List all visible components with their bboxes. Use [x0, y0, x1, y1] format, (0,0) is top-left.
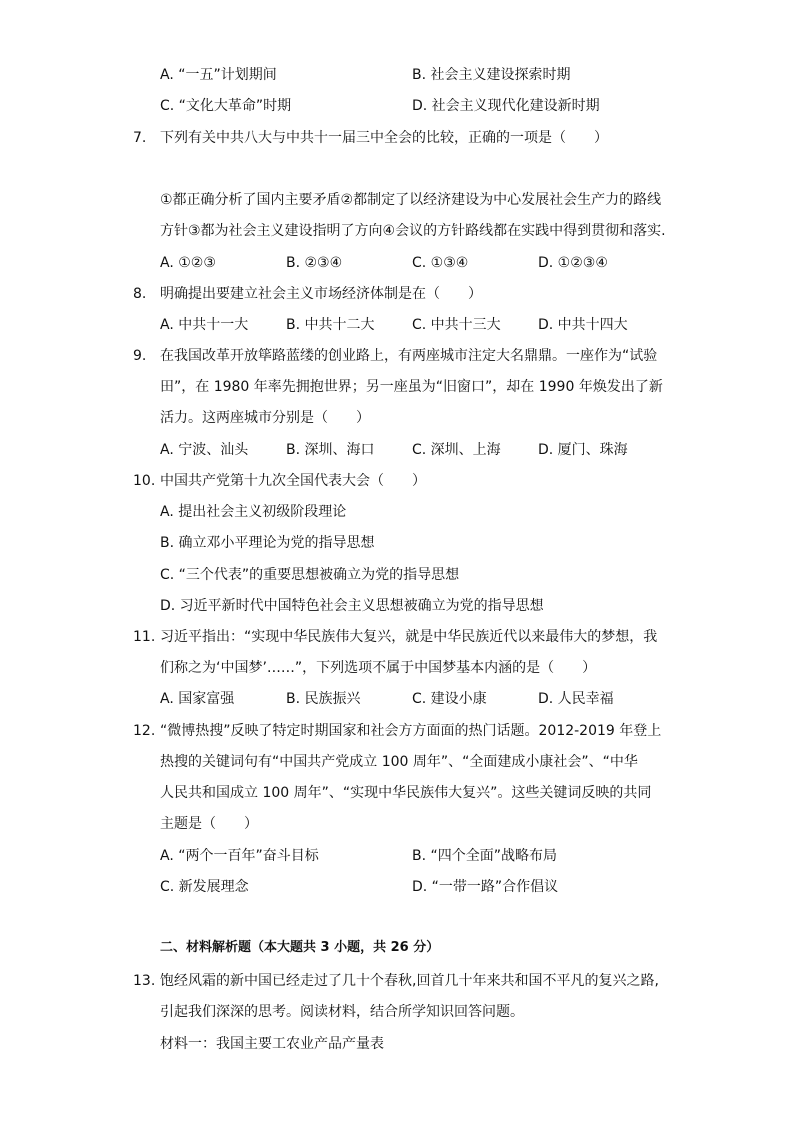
q12-stem-line-1: “微博热搜”反映了特定时期国家和社会方方面面的热门话题。2012-2019 年登上 [160, 723, 662, 739]
q9-option-d: D. 厦门、珠海 [538, 442, 628, 458]
q7-option-c: C. ①③④ [412, 255, 469, 271]
q6-option-a: A. “一五”计划期间 [160, 67, 277, 83]
q9-option-c: C. 深圳、上海 [412, 442, 501, 458]
q10-stem: 中国共产党第十九次全国代表大会（ ） [160, 473, 426, 489]
q10-option-b: B. 确立邓小平理论为党的指导思想 [160, 535, 375, 551]
q10-option-c: C. “三个代表”的重要思想被确立为党的指导思想 [160, 567, 460, 583]
q7-statement-line-2: 方针③都为社会主义建设指明了方向④会议的方针路线都在实践中得到贯彻和落实. [160, 223, 666, 239]
q12-number: 12. [133, 723, 156, 739]
q12-option-b: B. “四个全面”战略布局 [412, 848, 558, 864]
q11-option-b: B. 民族振兴 [286, 691, 361, 707]
q13-material-1-title: 材料一：我国主要工农业产品产量表 [160, 1036, 384, 1052]
q11-stem-line-1: 习近平指出：“实现中华民族伟大复兴，就是中华民族近代以来最伟大的梦想，我 [160, 629, 658, 645]
section-2-title: 二、材料解析题（本大题共 3 小题，共 26 分） [160, 940, 440, 955]
q12-stem-line-2: 热搜的关键词句有“中国共产党成立 100 周年”、“全面建成小康社会”、“中华 [160, 754, 638, 770]
q9-option-a: A. 宁波、汕头 [160, 442, 249, 458]
q6-option-d: D. 社会主义现代化建设新时期 [412, 98, 600, 114]
q12-option-a: A. “两个一百年”奋斗目标 [160, 848, 319, 864]
q9-option-b: B. 深圳、海口 [286, 442, 375, 458]
q13-stem-line-1: 饱经风霜的新中国已经走过了几十个春秋,回首几十年来共和国不平凡的复兴之路, [160, 973, 659, 989]
q8-option-d: D. 中共十四大 [538, 317, 628, 333]
q12-stem-line-4: 主题是（ ） [160, 816, 258, 832]
q11-option-a: A. 国家富强 [160, 691, 235, 707]
q7-number: 7. [133, 130, 147, 146]
q9-stem-line-3: 活力。这两座城市分别是（ ） [160, 410, 370, 426]
q12-option-c: C. 新发展理念 [160, 879, 249, 895]
q8-number: 8. [133, 286, 147, 302]
q11-number: 11. [133, 629, 156, 645]
q13-number: 13. [133, 973, 156, 989]
q7-option-b: B. ②③④ [286, 255, 343, 271]
q6-option-c: C. “文化大革命”时期 [160, 98, 292, 114]
q9-stem-line-2: 田”，在 1980 年率先拥抱世界；另一座虽为“旧窗口”，却在 1990 年焕发出了新 [160, 379, 663, 395]
q11-option-c: C. 建设小康 [412, 691, 487, 707]
q9-stem-line-1: 在我国改革开放筚路蓝缕的创业路上，有两座城市注定大名鼎鼎。一座作为“试验 [160, 348, 658, 364]
q13-stem-line-2: 引起我们深深的思考。阅读材料，结合所学知识回答问题。 [160, 1004, 524, 1020]
q12-stem-line-3: 人民共和国成立 100 周年”、“实现中华民族伟大复兴”。这些关键词反映的共同 [160, 785, 652, 801]
q7-stem: 下列有关中共八大与中共十一届三中全会的比较，正确的一项是（ ） [160, 130, 608, 146]
q10-number: 10. [133, 473, 156, 489]
q11-stem-line-2: 们称之为‘中国梦’……”，下列选项不属于中国梦基本内涵的是（ ） [160, 660, 597, 676]
q7-option-a: A. ①②③ [160, 255, 216, 271]
q11-option-d: D. 人民幸福 [538, 691, 614, 707]
q9-number: 9. [133, 348, 147, 364]
q8-option-a: A. 中共十一大 [160, 317, 249, 333]
q7-option-d: D. ①②③④ [538, 255, 608, 271]
q10-option-a: A. 提出社会主义初级阶段理论 [160, 504, 347, 520]
q8-option-c: C. 中共十三大 [412, 317, 501, 333]
q8-option-b: B. 中共十二大 [286, 317, 375, 333]
q8-stem: 明确提出要建立社会主义市场经济体制是在（ ） [160, 286, 482, 302]
q10-option-d: D. 习近平新时代中国特色社会主义思想被确立为党的指导思想 [160, 598, 544, 614]
q6-option-b: B. 社会主义建设探索时期 [412, 67, 571, 83]
q7-statement-line-1: ①都正确分析了国内主要矛盾②都制定了以经济建设为中心发展社会生产力的路线 [160, 192, 662, 208]
q12-option-d: D. “一带一路”合作倡议 [412, 879, 559, 895]
